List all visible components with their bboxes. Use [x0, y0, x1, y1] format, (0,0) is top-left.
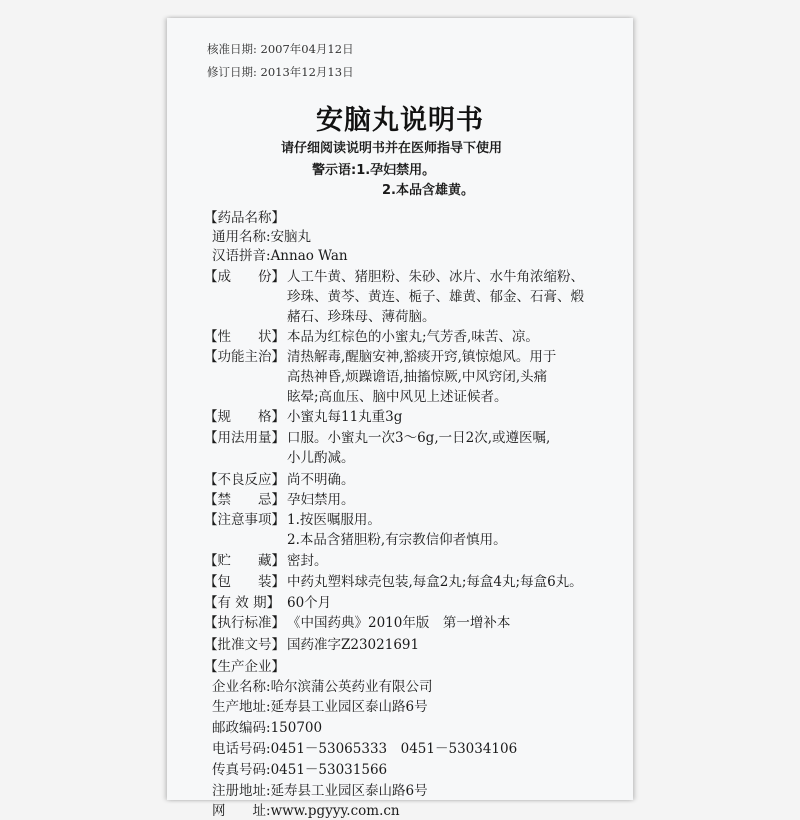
pinyin-value: Annao Wan	[270, 248, 348, 264]
website-label: 网 址:	[212, 803, 271, 819]
section-drug-name: 【药品名称】	[204, 210, 285, 226]
company-name-row	[212, 678, 433, 696]
fax-row	[212, 761, 387, 779]
section-standard-label: 【执行标准】	[204, 615, 285, 631]
company-name-label: 企业名称:	[212, 679, 271, 695]
generic-name-row	[212, 228, 311, 246]
warning-line-1	[312, 162, 435, 180]
ingredients-line-1: 人工牛黄、猪胆粉、朱砂、冰片、水牛角浓缩粉、	[287, 269, 584, 285]
reg-address-label: 注册地址:	[212, 783, 271, 799]
company-name-value: 哈尔滨蒲公英药业有限公司	[270, 679, 433, 695]
validity-value: 60个月	[287, 595, 332, 611]
section-ingredients-label: 【成 份】	[204, 269, 285, 285]
section-storage-label: 【贮 藏】	[204, 553, 285, 569]
warning-label: 警示语:	[312, 163, 357, 178]
pinyin-label: 汉语拼音:	[212, 248, 271, 264]
revision-date-label: 修订日期:	[207, 65, 257, 79]
section-contraindications-label: 【禁 忌】	[204, 492, 285, 508]
section-properties-label: 【性 状】	[204, 329, 285, 345]
section-precautions-label: 【注意事项】	[204, 512, 285, 528]
approval-date-row	[207, 40, 354, 58]
specification-value: 小蜜丸每11丸重3g	[287, 409, 403, 425]
contraindications-value: 孕妇禁用。	[287, 492, 355, 508]
dosage-line-2: 小儿酌减。	[287, 450, 355, 466]
website-value: www.pgyyy.com.cn	[270, 803, 400, 819]
section-indications-label: 【功能主治】	[204, 349, 285, 365]
precautions-line-2: 2.本品含猪胆粉,有宗教信仰者慎用。	[287, 532, 507, 548]
read-notice: 请仔细阅读说明书并在医师指导下使用	[281, 141, 503, 156]
revision-date-value: 2013年12月13日	[260, 65, 354, 79]
storage-value: 密封。	[287, 553, 328, 569]
postcode-value: 150700	[270, 720, 323, 736]
section-approval-no-label: 【批准文号】	[204, 637, 285, 653]
section-adverse-label: 【不良反应】	[204, 472, 285, 488]
postcode-label: 邮政编码:	[212, 720, 271, 736]
section-manufacturer: 【生产企业】	[204, 659, 285, 675]
indications-line-3: 眩晕;高血压、脑中风见上述证候者。	[287, 389, 508, 405]
production-address-value: 延寿县工业园区泰山路6号	[270, 699, 428, 715]
generic-name-value: 安脑丸	[270, 229, 312, 245]
instruction-leaflet	[167, 18, 633, 819]
indications-line-1: 清热解毒,醒脑安神,豁痰开窍,镇惊熄风。用于	[287, 349, 557, 365]
ingredients-line-3: 赭石、珍珠母、薄荷脑。	[287, 309, 436, 325]
phone-label: 电话号码:	[212, 741, 271, 757]
indications-line-2: 高热神昏,烦躁谵语,抽搐惊厥,中风窍闭,头痛	[287, 369, 548, 385]
approval-date-label: 核准日期:	[207, 42, 257, 56]
section-specification-label: 【规 格】	[204, 409, 285, 425]
fax-label: 传真号码:	[212, 762, 271, 778]
phone-value: 0451－53065333 0451－53034106	[270, 741, 518, 757]
properties-value: 本品为红棕色的小蜜丸;气芳香,味苦、凉。	[287, 329, 539, 345]
reg-address-value: 延寿县工业园区泰山路6号	[270, 783, 428, 799]
precautions-line-1: 1.按医嘱服用。	[287, 512, 381, 528]
warning-item-2: 2.本品含雄黄。	[382, 183, 474, 198]
section-validity-label: 【有 效 期】	[204, 595, 281, 611]
fax-value: 0451－53031566	[270, 762, 388, 778]
revision-date-row	[207, 63, 354, 81]
website-row	[212, 802, 400, 820]
section-package-label: 【包 装】	[204, 574, 285, 590]
dosage-line-1: 口服。小蜜丸一次3～6g,一日2次,或遵医嘱,	[287, 430, 551, 446]
phone-row	[212, 740, 517, 758]
approval-no-value: 国药准字Z23021691	[287, 637, 420, 653]
postcode-row	[212, 719, 322, 737]
standard-value: 《中国药典》2010年版 第一增补本	[287, 615, 511, 631]
generic-name-label: 通用名称:	[212, 229, 271, 245]
reg-address-row	[212, 782, 428, 800]
ingredients-line-2: 珍珠、黄芩、黄连、栀子、雄黄、郁金、石膏、煅	[287, 289, 584, 305]
section-dosage-label: 【用法用量】	[204, 430, 285, 446]
production-address-label: 生产地址:	[212, 699, 271, 715]
approval-date-value: 2007年04月12日	[260, 42, 354, 56]
pinyin-row	[212, 247, 348, 265]
adverse-value: 尚不明确。	[287, 472, 355, 488]
warning-item-1: 1.孕妇禁用。	[356, 163, 436, 178]
package-value: 中药丸塑料球壳包装,每盒2丸;每盒4丸;每盒6丸。	[287, 574, 583, 590]
document-title: 安脑丸说明书	[316, 105, 484, 136]
production-address-row	[212, 698, 428, 716]
